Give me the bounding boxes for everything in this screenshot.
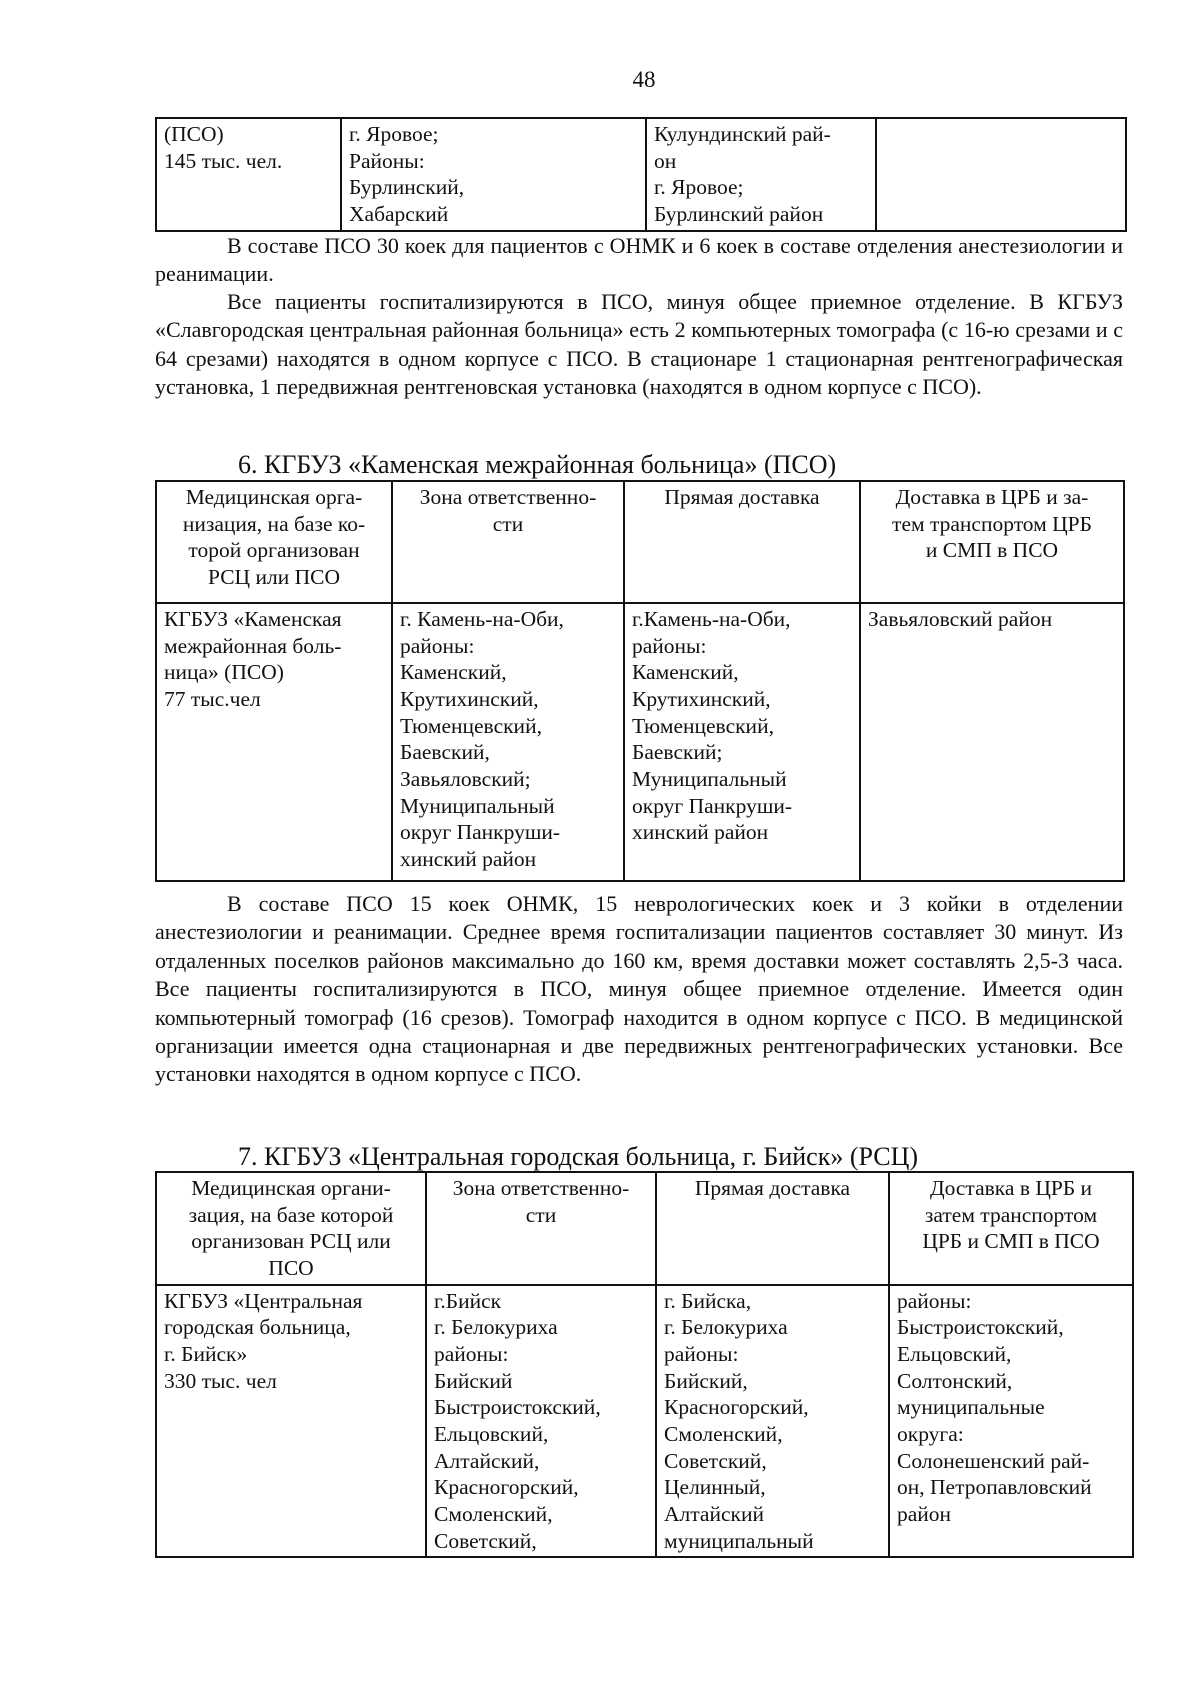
- cell-line: Каменский,: [400, 660, 507, 685]
- cell-line: Доставка в ЦРБ и: [929, 1176, 1093, 1200]
- cell-zone: [392, 603, 624, 881]
- cell-line: затем транспортом: [924, 1202, 1098, 1227]
- cell-line: Ельцовский,: [434, 1421, 549, 1446]
- cell-line: Муниципальный: [400, 793, 555, 818]
- cell-line: Бурлинский район: [654, 201, 824, 226]
- cell-line: г. Яровое;: [654, 175, 744, 200]
- table-section-6: [155, 480, 1125, 882]
- cell-line: Каменский,: [632, 660, 739, 685]
- cell-org: [156, 603, 392, 881]
- cell-line: Советский,: [434, 1528, 537, 1553]
- cell-line: Красногорский,: [434, 1475, 579, 1500]
- header-org: [156, 1172, 426, 1285]
- cell-line: Солтонский,: [897, 1368, 1013, 1393]
- cell-line: зация, на базе которой: [188, 1202, 394, 1227]
- paragraph-section-6: В составе ПСО 15 коек ОНМК, 15 неврологических коек и 3 койки в отделении анестезиологии и реанимации. Среднее время госпитализации пациентов составляет 30 минут. Из отдаленных поселков районов максимально до 160 км, время доставки может составлять 2,5-3 часа. Все пациенты госпитализируются в ПСО, минуя общее приемное отделение. Имеется один компьютерный томограф (16 срезов). Томограф находится в одном корпусе с ПСО. В медицинской организации имеется одна стационарная и две передвижных рентгенографических установки. Все установки находятся в одном корпусе с ПСО.: [155, 891, 1123, 1087]
- cell-line: городская больница,: [164, 1315, 351, 1340]
- cell-line: Зона ответственно-: [452, 1176, 630, 1200]
- table-top: [155, 117, 1127, 232]
- cell-line: Зона ответственно-: [419, 485, 597, 509]
- cell-line: РСЦ или ПСО: [208, 564, 340, 589]
- cell-line: Алтайский: [664, 1501, 764, 1526]
- cell-line: г. Бийск»: [164, 1341, 248, 1366]
- cell-line: Быстроистокский,: [897, 1315, 1064, 1340]
- cell-line: округ Панкруши-: [632, 793, 793, 818]
- cell-direct: [646, 118, 876, 231]
- cell-line: район: [897, 1501, 952, 1526]
- cell-line: Бийский,: [664, 1368, 748, 1393]
- cell-crb: [876, 118, 1126, 231]
- cell-line: он, Петропавловский: [897, 1475, 1092, 1500]
- header-direct: Прямая доставка: [624, 481, 860, 603]
- cell-line: тем транспортом ЦРБ: [892, 511, 1092, 536]
- cell-line: Крутихинский,: [632, 686, 771, 711]
- cell-line: районы:: [664, 1341, 739, 1366]
- table-row: [156, 1285, 1133, 1558]
- cell-line: Районы:: [349, 148, 425, 173]
- paragraph-hospitalization: Все пациенты госпитализируются в ПСО, минуя общее приемное отделение. В КГБУЗ «Славгородская центральная районная больница» есть 2 компьютерных томографа (с 16-ю срезами и с 64 срезами) находятся в одном корпусе с ПСО. В стационаре 1 стационарная рентгенографическая установка, 1 передвижная рентгеновская установка (находятся в одном корпусе с ПСО).: [155, 289, 1123, 400]
- cell-line: 330 тыс. чел: [164, 1368, 277, 1393]
- cell-line: Советский,: [664, 1448, 767, 1473]
- cell-line: сти: [492, 511, 524, 536]
- cell-line: Хабарский: [349, 201, 449, 226]
- cell-line: Кулундинский рай-: [654, 122, 831, 146]
- cell-line: районы:: [897, 1288, 972, 1313]
- table-header-row: [156, 1172, 1133, 1285]
- cell-line: округ Панкруши-: [400, 820, 561, 845]
- cell-zone: [341, 118, 646, 231]
- section-7-heading: 7. КГБУЗ «Центральная городская больница, г. Бийск» (РСЦ): [238, 1142, 919, 1171]
- cell-line: Бурлинский,: [349, 175, 465, 200]
- cell-line: Алтайский,: [434, 1448, 540, 1473]
- cell-direct: [624, 603, 860, 881]
- cell-org: [156, 118, 341, 231]
- cell-line: Солонешенский рай-: [897, 1448, 1090, 1473]
- cell-line: Завьяловский;: [400, 766, 531, 791]
- cell-line: ЦРБ и СМП в ПСО: [922, 1229, 1100, 1254]
- cell-crb: [889, 1285, 1133, 1558]
- cell-line: хинский район: [632, 820, 769, 845]
- cell-line: г.Бийск: [434, 1288, 502, 1313]
- cell-line: Крутихинский,: [400, 686, 539, 711]
- cell-line: Целинный,: [664, 1475, 766, 1500]
- table-section-7: [155, 1171, 1134, 1558]
- cell-line: г. Бийска,: [664, 1288, 752, 1313]
- cell-line: Баевский,: [400, 740, 490, 765]
- cell-line: районы:: [434, 1341, 509, 1366]
- table-header-row: [156, 481, 1124, 603]
- cell-line: 145 тыс. чел.: [164, 148, 283, 173]
- cell-line: г. Камень-на-Оби,: [400, 607, 564, 631]
- cell-line: г.Камень-на-Оби,: [632, 607, 791, 631]
- cell-line: и СМП в ПСО: [925, 538, 1059, 563]
- header-org: [156, 481, 392, 603]
- cell-line: Быстроистокский,: [434, 1395, 601, 1420]
- cell-line: торой организован: [188, 538, 360, 563]
- cell-line: низация, на базе ко-: [182, 511, 366, 536]
- cell-line: он: [654, 148, 677, 173]
- cell-line: КГБУЗ «Каменская: [164, 607, 342, 631]
- cell-line: ница» (ПСО): [164, 660, 284, 685]
- cell-line: сти: [525, 1202, 557, 1227]
- cell-direct: [656, 1285, 889, 1558]
- cell-line: хинский район: [400, 846, 537, 871]
- header-direct: Прямая доставка: [656, 1172, 889, 1285]
- cell-line: г. Белокуриха: [434, 1315, 558, 1340]
- cell-line: Бийский: [434, 1368, 513, 1393]
- cell-line: г. Яровое;: [349, 122, 439, 146]
- section-6-heading: 6. КГБУЗ «Каменская межрайонная больница» (ПСО): [238, 450, 837, 479]
- paragraph-psk-beds: В составе ПСО 30 коек для пациентов с ОНМК и 6 коек в составе отделения анестезиологии и реанимации.: [155, 233, 1123, 287]
- cell-line: г. Белокуриха: [664, 1315, 788, 1340]
- cell-line: районы:: [400, 633, 475, 658]
- cell-line: Тюменцевский,: [632, 713, 774, 738]
- cell-line: Смоленский,: [434, 1501, 553, 1526]
- cell-line: Баевский;: [632, 740, 723, 765]
- cell-line: ПСО: [268, 1255, 314, 1280]
- cell-zone: [426, 1285, 656, 1558]
- cell-line: Ельцовский,: [897, 1341, 1012, 1366]
- header-zone: [426, 1172, 656, 1285]
- cell-line: муниципальный: [664, 1528, 814, 1553]
- cell-line: (ПСО): [164, 122, 224, 146]
- table-row: [156, 118, 1126, 231]
- cell-line: муниципальные: [897, 1395, 1045, 1420]
- cell-line: Смоленский,: [664, 1421, 783, 1446]
- cell-line: Красногорский,: [664, 1395, 809, 1420]
- table-row: [156, 603, 1124, 881]
- cell-line: Медицинская орга-: [185, 485, 363, 509]
- header-zone: [392, 481, 624, 603]
- cell-line: организован РСЦ или: [191, 1229, 391, 1254]
- cell-line: Доставка в ЦРБ и за-: [895, 485, 1089, 509]
- cell-line: Тюменцевский,: [400, 713, 542, 738]
- cell-line: округа:: [897, 1421, 964, 1446]
- header-crb: [889, 1172, 1133, 1285]
- cell-line: межрайонная боль-: [164, 633, 342, 658]
- cell-line: КГБУЗ «Центральная: [164, 1288, 363, 1313]
- cell-line: Медицинская органи-: [191, 1176, 391, 1200]
- header-crb: [860, 481, 1124, 603]
- cell-line: Муниципальный: [632, 766, 787, 791]
- page-number: 48: [632, 67, 656, 92]
- cell-line: 77 тыс.чел: [164, 686, 261, 711]
- cell-line: районы:: [632, 633, 707, 658]
- cell-crb: Завьяловский район: [860, 603, 1124, 881]
- cell-org: [156, 1285, 426, 1558]
